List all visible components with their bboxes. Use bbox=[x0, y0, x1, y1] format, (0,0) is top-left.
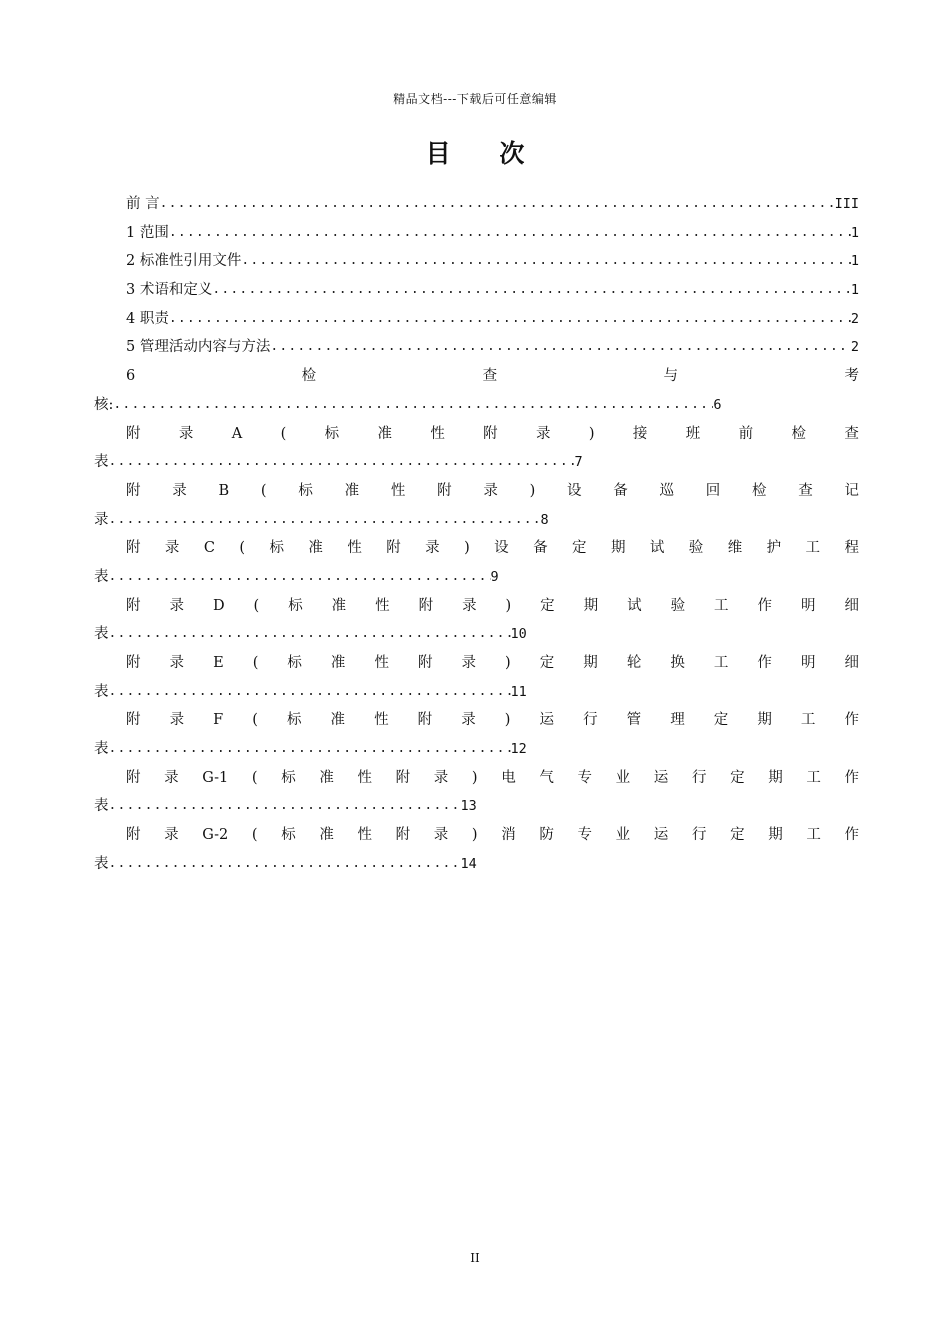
toc-entry-first-line bbox=[94, 420, 859, 449]
toc-entry-word: 准 bbox=[319, 769, 334, 786]
toc-entry-word: 细 bbox=[844, 597, 859, 614]
toc-entry-word: 护 bbox=[766, 540, 782, 557]
toc-page-number: 14 bbox=[460, 855, 477, 872]
toc-entry-word: 管 bbox=[626, 712, 642, 729]
toc-entry-word: 明 bbox=[800, 655, 816, 671]
toc-entry-word: 录 bbox=[462, 597, 477, 614]
page-header: 精品文档---下载后可任意编辑 bbox=[393, 92, 557, 106]
toc-entry-word: 性 bbox=[357, 827, 372, 844]
toc-entry-word: 性 bbox=[430, 425, 445, 442]
toc-entry-word: 查 bbox=[482, 368, 498, 385]
toc-entry-word: 附 bbox=[386, 540, 401, 557]
toc-entry-word: 录 bbox=[164, 540, 180, 557]
toc-entry-word: G-1 bbox=[202, 769, 229, 786]
toc-entry-word: 行 bbox=[691, 827, 707, 844]
toc-entry-word: 备 bbox=[613, 482, 628, 499]
toc-entry-word: 试 bbox=[627, 597, 642, 614]
toc-entry-word: 准 bbox=[319, 827, 334, 844]
toc-entry-first-line bbox=[94, 821, 859, 850]
toc-entry-word: 性 bbox=[374, 655, 389, 671]
toc-entry-2[interactable] bbox=[94, 247, 859, 276]
toc-entry-word: 专 bbox=[577, 827, 593, 844]
toc-entry-preface[interactable] bbox=[94, 190, 859, 219]
toc-page-number: 1 bbox=[850, 282, 859, 299]
toc-leader-dots bbox=[109, 735, 511, 764]
toc-entry-first-line bbox=[94, 592, 859, 621]
toc-entry-word: 附 bbox=[126, 482, 141, 499]
toc-entry-wrapped[interactable] bbox=[94, 821, 859, 878]
toc-entry-word: 录 bbox=[433, 769, 449, 786]
toc-entry-second-line bbox=[94, 620, 859, 649]
toc-entry-word: 附 bbox=[417, 655, 433, 671]
toc-page-number: 2 bbox=[850, 310, 859, 327]
toc-entry-word: 设 bbox=[494, 540, 509, 557]
toc-entry-word: 附 bbox=[395, 769, 411, 786]
toc-entry-word: 标 bbox=[281, 769, 296, 786]
toc-entry-word: 检 bbox=[301, 368, 317, 385]
toc-entry-second-line bbox=[94, 850, 859, 879]
toc-entry-word: 定 bbox=[730, 769, 745, 786]
toc-entry-word: 期 bbox=[757, 712, 772, 729]
toc-entry-word: 查 bbox=[798, 482, 813, 499]
toc-page-number: 2 bbox=[850, 339, 859, 356]
toc-entry-first-line bbox=[94, 649, 859, 678]
toc-page-number: 8 bbox=[540, 511, 549, 528]
toc-page-number: 10 bbox=[510, 626, 527, 643]
toc-entry-label: 5 管理活动内容与方法 bbox=[126, 339, 271, 356]
toc-entry-word: 期 bbox=[768, 827, 783, 844]
toc-entry-word: 附 bbox=[126, 425, 141, 442]
toc-entry-word: 消 bbox=[501, 827, 516, 844]
toc-entry-4[interactable] bbox=[94, 305, 859, 334]
toc-entry-word: 录 bbox=[172, 482, 187, 499]
toc-entry-word: B bbox=[218, 482, 230, 499]
toc-entry-word: 录 bbox=[169, 655, 185, 671]
toc-entry-word: 附 bbox=[417, 712, 433, 729]
toc-entry-word: 期 bbox=[583, 597, 599, 614]
toc-entry-word: 验 bbox=[670, 597, 686, 614]
toc-entry-word: 录 bbox=[433, 827, 449, 844]
toc-entry-wrapped[interactable] bbox=[94, 420, 859, 477]
toc-entry-word: 记 bbox=[844, 482, 859, 499]
toc-entry-wrapped[interactable] bbox=[94, 764, 859, 821]
toc-page-number: 11 bbox=[510, 683, 527, 700]
toc-entry-second-line bbox=[94, 792, 859, 821]
toc-entry-word: 附 bbox=[126, 712, 141, 729]
toc-entry-word: 查 bbox=[844, 425, 859, 442]
toc-entry-word: 标 bbox=[269, 540, 284, 557]
toc-entry-word: 作 bbox=[757, 655, 772, 671]
toc-entry-word: ) bbox=[588, 425, 595, 442]
toc-leader-dots bbox=[212, 276, 851, 305]
toc-entry-wrapped[interactable] bbox=[94, 362, 859, 419]
toc-entry-word: 定 bbox=[730, 827, 745, 844]
toc-entry-word: 附 bbox=[483, 425, 498, 442]
toc-entry-tail: 表 bbox=[94, 741, 109, 758]
toc-entry-word: 考 bbox=[844, 368, 859, 385]
toc-entry-word: ( bbox=[252, 655, 259, 671]
toc-page-number: 1 bbox=[850, 253, 859, 270]
toc-entry-word: 附 bbox=[418, 597, 434, 614]
toc-entry-word: 工 bbox=[713, 655, 729, 671]
toc-entry-word: 录 bbox=[461, 712, 476, 729]
toc-entry-second-line bbox=[94, 448, 859, 477]
toc-entry-second-line bbox=[94, 678, 859, 707]
toc-entry-word: ) bbox=[464, 540, 470, 557]
toc-entry-word: ) bbox=[471, 769, 478, 786]
toc-entry-word: G-2 bbox=[202, 827, 229, 844]
toc-entry-word: 录 bbox=[164, 827, 179, 844]
toc-entry-word: 程 bbox=[844, 540, 859, 557]
toc-entry-word: 细 bbox=[844, 655, 859, 671]
toc-entry-word: 性 bbox=[390, 482, 406, 499]
toc-page-number: III bbox=[834, 196, 859, 212]
toc-entry-label: 前 言 bbox=[126, 196, 160, 212]
toc-entry-tail: 表 bbox=[94, 855, 109, 872]
toc-entry-word: 巡 bbox=[659, 482, 674, 499]
toc-entry-first-line bbox=[94, 477, 859, 506]
toc-entry-word: 工 bbox=[714, 597, 729, 614]
table-of-contents bbox=[94, 190, 859, 879]
toc-entry-label: 1 范围 bbox=[126, 224, 169, 241]
toc-entry-label: 4 职责 bbox=[126, 310, 169, 327]
toc-entry-word: 录 bbox=[483, 482, 498, 499]
toc-wrapped-entries bbox=[94, 362, 859, 878]
toc-entry-tail: 录 bbox=[94, 511, 109, 528]
toc-entry-word: 准 bbox=[344, 482, 360, 499]
toc-entry-first-line bbox=[94, 362, 859, 391]
toc-entry-word: 期 bbox=[610, 540, 626, 557]
toc-entry-word: 性 bbox=[347, 540, 362, 557]
toc-leader-dots bbox=[169, 305, 851, 334]
toc-entry-word: 行 bbox=[691, 769, 707, 786]
toc-entry-word: 工 bbox=[806, 827, 821, 844]
toc-entry-word: 作 bbox=[844, 827, 859, 844]
toc-entry-word: 轮 bbox=[626, 655, 642, 671]
toc-entry-word: 期 bbox=[768, 769, 783, 786]
toc-entry-word: 设 bbox=[567, 482, 582, 499]
toc-entry-word: 准 bbox=[330, 712, 346, 729]
toc-page-number: 13 bbox=[460, 798, 477, 815]
toc-entry-word: 录 bbox=[164, 769, 179, 786]
toc-entry-first-line bbox=[94, 706, 859, 735]
toc-entry-word: 检 bbox=[791, 425, 806, 442]
toc-leader-dots bbox=[109, 563, 491, 592]
toc-entry-word: 定 bbox=[572, 540, 587, 557]
toc-entry-word: A bbox=[231, 425, 243, 442]
toc-entry-word: 标 bbox=[286, 712, 302, 729]
toc-entry-word: 作 bbox=[844, 769, 859, 786]
toc-entry-word: ( bbox=[239, 540, 246, 557]
toc-entry-word: 验 bbox=[688, 540, 704, 557]
toc-entry-word: 运 bbox=[653, 769, 669, 786]
toc-entry-word: 附 bbox=[126, 655, 141, 671]
toc-leader-dots bbox=[109, 850, 461, 879]
toc-entry-word: 业 bbox=[615, 827, 631, 844]
toc-entry-word: ) bbox=[471, 827, 478, 844]
toc-entry-word: 接 bbox=[632, 425, 648, 442]
toc-entry-word: 准 bbox=[331, 597, 347, 614]
toc-entry-word: 标 bbox=[298, 482, 313, 499]
toc-entry-word: 标 bbox=[324, 425, 340, 442]
toc-entry-word: 准 bbox=[330, 655, 346, 671]
toc-entry-word: ( bbox=[251, 827, 258, 844]
toc-entry-second-line bbox=[94, 391, 859, 420]
toc-entry-word: F bbox=[213, 712, 224, 729]
page-title: 目 次 bbox=[425, 139, 545, 168]
toc-entry-word: 标 bbox=[281, 827, 296, 844]
toc-entry-word: 录 bbox=[169, 712, 185, 729]
page-number: II bbox=[470, 1251, 480, 1265]
toc-entry-word: 期 bbox=[583, 655, 598, 671]
toc-leader-dots bbox=[113, 391, 713, 420]
toc-entry-word: 电 bbox=[501, 769, 516, 786]
toc-entry-word: 工 bbox=[806, 769, 821, 786]
toc-entry-tail: 表 bbox=[94, 626, 109, 643]
toc-entry-word: ( bbox=[251, 769, 258, 786]
toc-entry-second-line bbox=[94, 506, 859, 535]
toc-entry-word: 试 bbox=[649, 540, 665, 557]
toc-entry-word: 附 bbox=[126, 769, 141, 786]
toc-entry-second-line bbox=[94, 735, 859, 764]
toc-entry-word: 录 bbox=[178, 425, 194, 442]
toc-entry-word: 理 bbox=[670, 712, 685, 729]
toc-entry-word: ( bbox=[252, 712, 258, 729]
toc-entry-tail: 表 bbox=[94, 683, 109, 700]
toc-entry-word: 标 bbox=[288, 597, 303, 614]
toc-entry-wrapped[interactable] bbox=[94, 592, 859, 649]
toc-entry-word: 换 bbox=[670, 655, 685, 671]
toc-entry-word: 运 bbox=[653, 827, 669, 844]
toc-entry-word: 性 bbox=[374, 712, 389, 729]
toc-entry-word: ) bbox=[505, 655, 511, 671]
toc-entry-word: 维 bbox=[727, 540, 743, 557]
toc-leader-dots bbox=[160, 190, 835, 219]
toc-entry-word: 行 bbox=[583, 712, 598, 729]
toc-entry-first-line bbox=[94, 534, 859, 563]
toc-entry-word: 气 bbox=[539, 769, 554, 786]
toc-leader-dots bbox=[109, 678, 511, 707]
toc-entry-word: 前 bbox=[738, 425, 754, 442]
toc-entry-word: 附 bbox=[395, 827, 411, 844]
toc-entry-word: 录 bbox=[536, 425, 551, 442]
toc-page-number: 9 bbox=[490, 568, 499, 585]
toc-page-number: 12 bbox=[510, 741, 527, 758]
toc-entry-tail: 表 bbox=[94, 454, 109, 471]
toc-entry-word: 附 bbox=[126, 597, 141, 614]
toc-entry-word: 录 bbox=[425, 540, 440, 557]
toc-entry-word: 回 bbox=[705, 482, 721, 499]
toc-leader-dots bbox=[109, 448, 575, 477]
toc-entry-word: 录 bbox=[169, 597, 184, 614]
toc-entry-word: ) bbox=[505, 597, 512, 614]
toc-entry-word: 性 bbox=[375, 597, 390, 614]
toc-entry-word: 防 bbox=[539, 827, 554, 844]
toc-entry-word: 定 bbox=[540, 597, 555, 614]
toc-entry-tail: 表 bbox=[94, 568, 109, 585]
toc-entry-word: E bbox=[213, 655, 224, 671]
toc-entry-word: 附 bbox=[126, 827, 141, 844]
toc-entry-second-line bbox=[94, 563, 859, 592]
toc-leader-dots bbox=[270, 333, 851, 362]
toc-entry-word: 录 bbox=[461, 655, 477, 671]
toc-entry-word: 性 bbox=[357, 769, 372, 786]
toc-entry-word: ) bbox=[504, 712, 511, 729]
toc-entry-label: 2 标准性引用文件 bbox=[126, 253, 242, 270]
toc-entry-word: 工 bbox=[805, 540, 821, 557]
toc-entry-word: 班 bbox=[685, 425, 701, 442]
toc-entry-word: ( bbox=[260, 482, 267, 499]
toc-page-number: 7 bbox=[574, 454, 583, 471]
toc-leader-dots bbox=[109, 792, 461, 821]
toc-entry-3[interactable] bbox=[94, 276, 859, 305]
toc-entry-word: 作 bbox=[757, 597, 773, 614]
toc-entry-1[interactable] bbox=[94, 219, 859, 248]
toc-entry-wrapped[interactable] bbox=[94, 649, 859, 706]
toc-entry-word: 定 bbox=[713, 712, 729, 729]
toc-entry-tail: 核: bbox=[94, 396, 114, 413]
toc-entry-word: D bbox=[212, 597, 225, 614]
toc-entry-5[interactable] bbox=[94, 333, 859, 362]
toc-entry-label: 3 术语和定义 bbox=[126, 282, 213, 299]
toc-entry-word: 准 bbox=[377, 425, 392, 442]
toc-leader-dots bbox=[109, 506, 541, 535]
toc-entry-word: 与 bbox=[663, 368, 679, 385]
toc-entry-word: 业 bbox=[615, 769, 631, 786]
toc-entry-word: 6 bbox=[126, 368, 136, 385]
toc-leader-dots bbox=[109, 620, 511, 649]
toc-entry-word: 备 bbox=[533, 540, 548, 557]
toc-leader-dots bbox=[169, 219, 851, 248]
toc-entry-word: 作 bbox=[844, 712, 859, 729]
toc-entry-word: 附 bbox=[437, 482, 452, 499]
toc-entry-word: ( bbox=[253, 597, 260, 614]
toc-entry-word: 标 bbox=[287, 655, 302, 671]
toc-entry-word: ( bbox=[280, 425, 287, 442]
toc-entry-word: 专 bbox=[577, 769, 593, 786]
toc-entry-word: C bbox=[203, 540, 215, 557]
toc-entry-word: 明 bbox=[800, 597, 816, 614]
toc-entry-word: 准 bbox=[308, 540, 323, 557]
toc-page-number: 6 bbox=[713, 396, 722, 413]
toc-entry-wrapped[interactable] bbox=[94, 477, 859, 534]
toc-leader-dots bbox=[241, 247, 851, 276]
toc-entry-wrapped[interactable] bbox=[94, 706, 859, 763]
toc-entry-wrapped[interactable] bbox=[94, 534, 859, 591]
toc-entry-word: 运 bbox=[539, 712, 555, 729]
toc-page-number: 1 bbox=[850, 224, 859, 241]
toc-entry-first-line bbox=[94, 764, 859, 793]
toc-entry-word: ) bbox=[529, 482, 536, 499]
toc-entry-word: 检 bbox=[752, 482, 767, 499]
toc-entry-tail: 表 bbox=[94, 798, 109, 815]
toc-entry-word: 附 bbox=[126, 540, 141, 557]
toc-entry-word: 工 bbox=[800, 712, 816, 729]
toc-entry-word: 定 bbox=[539, 655, 555, 671]
